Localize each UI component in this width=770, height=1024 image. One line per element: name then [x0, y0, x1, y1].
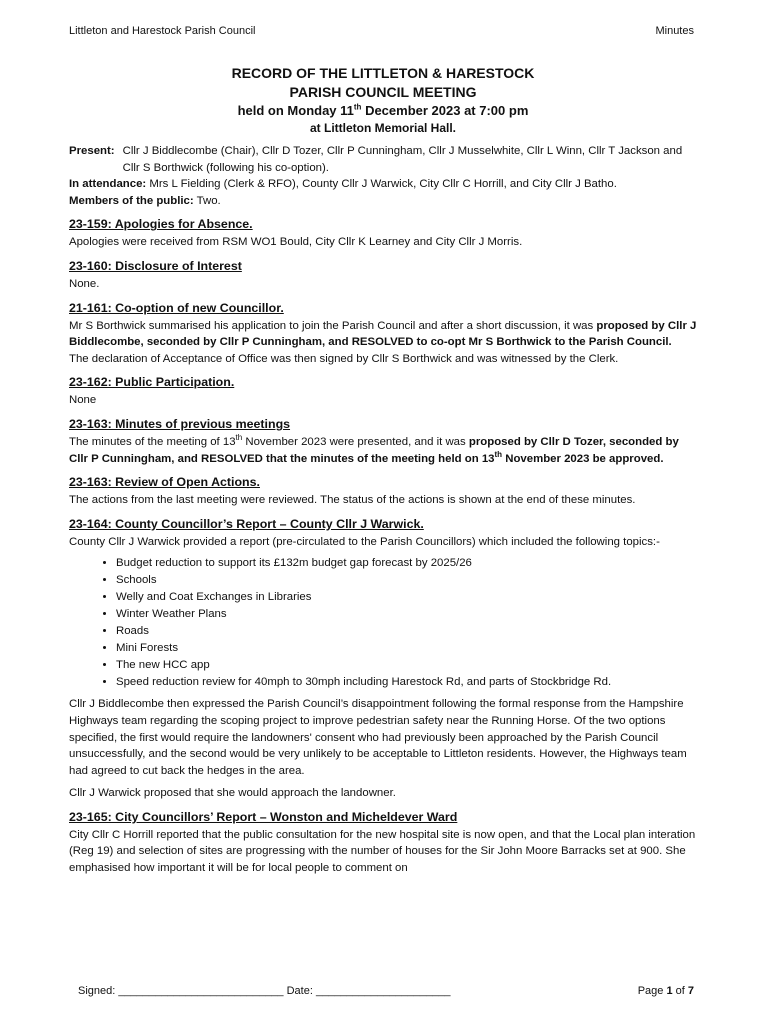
list-item: • Schools: [116, 572, 697, 589]
in-attendance-label: In attendance:: [69, 178, 147, 191]
page-number: [638, 985, 694, 997]
list-item: • Mini Forests: [116, 640, 697, 657]
meeting-date-suffix: th: [353, 102, 362, 112]
meeting-venue: at Littleton Memorial Hall.: [309, 121, 456, 135]
list-item: • Speed reduction review for 40mph to 30mph including Harestock Rd, and parts of Stockbridge Rd.: [116, 674, 697, 691]
page-current: 1: [666, 985, 673, 997]
list-item: • Winter Weather Plans: [116, 606, 697, 623]
county-report-intro: County Cllr J Warwick provided a report (pre-circulated to the Parish Councillors) which included the following topics:-: [69, 535, 660, 548]
minutes-sup-1: th: [235, 433, 243, 443]
title-line-1: RECORD OF THE LITTLETON & HARESTOCK: [231, 65, 535, 81]
meeting-date-rest: December 2023 at 7:00 pm: [361, 103, 529, 118]
previous-minutes-text: [69, 434, 697, 467]
present-list: [69, 143, 697, 176]
in-attendance: [69, 176, 697, 193]
heading-cooption: 21-161: Co-option of new Councillor.: [69, 300, 284, 315]
minutes-text-1: The minutes of the meeting of 13: [69, 435, 236, 448]
page-of: of: [672, 985, 688, 997]
meeting-date-prefix: held on Monday 11: [237, 103, 354, 118]
city-report-text: City Cllr C Horrill reported that the public consultation for the new hospital site is now open, and that the Local plan interation (Reg 19) and selection of sites are progressing with the number of houses for the Sir John Moore Barracks set at 900. She emphasised how important it will be for local people to comment on: [69, 828, 696, 875]
title-line-2: PARISH COUNCIL MEETING: [289, 84, 477, 100]
list-item: • Roads: [116, 623, 697, 640]
heading-city-report: 23-165: City Councillors’ Report – Wonston and Micheldever Ward: [69, 809, 458, 824]
signature-line: Signed: ___________________________ Date: ______________________: [78, 985, 451, 997]
disclosure-text: None.: [69, 277, 100, 290]
cooption-text-plain: Mr S Borthwick summarised his application to join the Parish Council and after a short discussion, it was: [69, 319, 597, 332]
minutes-sup-2: th: [494, 449, 503, 459]
minutes-resolution-1: proposed by Cllr D Tozer, seconded by Cllr P Cunningham, and RESOLVED that the minutes of the meeting held on 13: [69, 435, 679, 465]
county-report-para-2: Cllr J Warwick proposed that she would approach the landowner.: [69, 787, 396, 800]
page-total: 7: [687, 985, 694, 997]
minutes-resolution-2: November 2023 be approved.: [502, 452, 664, 465]
public-text: Two.: [193, 194, 221, 207]
county-report-para-1: Cllr J Biddlecombe then expressed the Parish Council’s disappointment following the formal response from the Hampshire Highways team regarding the scoping project to improve pedestrian safety near the Running Horse. Of the two options specified, the first would require the landowners' consent who had previously been approached by the Parish Council unsuccessfully, and the second would be very unlikely to be acceptable to Littleton residents. However, the Highways team had agreed to cut back the hedges in the area.: [69, 698, 687, 777]
list-item: • The new HCC app: [116, 657, 697, 674]
heading-county-report: 23-164: County Councillor’s Report – County Cllr J Warwick.: [69, 516, 424, 531]
heading-apologies: 23-159: Apologies for Absence.: [69, 217, 253, 232]
list-item: • Budget reduction to support its £132m budget gap forecast by 2025/26: [116, 555, 697, 572]
members-of-public: [69, 193, 697, 210]
header-council-name: Littleton and Harestock Parish Council: [69, 25, 256, 37]
present-label: Present:: [69, 145, 115, 157]
public-label: Members of the public:: [69, 194, 194, 207]
heading-public-participation: 23-162: Public Participation.: [69, 375, 235, 390]
meeting-date: [69, 102, 697, 120]
heading-open-actions: 23-163: Review of Open Actions.: [69, 475, 260, 490]
in-attendance-text: Mrs L Fielding (Clerk & RFO), County Cllr J Warwick, City Cllr C Horrill, and City Cllr J Batho.: [146, 178, 617, 191]
document-body: [69, 64, 697, 877]
cooption-declaration: The declaration of Acceptance of Office was then signed by Cllr S Borthwick and was witnessed by the Clerk.: [69, 352, 619, 365]
present-text: Cllr J Biddlecombe (Chair), Cllr D Tozer, Cllr P Cunningham, Cllr J Musselwhite, Cllr L Winn, Cllr T Jackson and Cllr S Borthwick (following his co-option).: [122, 145, 683, 174]
heading-disclosure: 23-160: Disclosure of Interest: [69, 258, 242, 273]
county-topics-list: [69, 555, 697, 691]
apologies-text: Apologies were received from RSM WO1 Bould, City Cllr K Learney and City Cllr J Morris.: [69, 236, 523, 249]
heading-previous-minutes: 23-163: Minutes of previous meetings: [69, 416, 291, 431]
header-doc-type: Minutes: [655, 25, 694, 37]
public-participation-text: None: [69, 394, 97, 407]
cooption-resolution: proposed by Cllr J Biddlecombe, seconded by Cllr P Cunningham, and RESOLVED to co-opt Mr S Borthwick to the Parish Council.: [69, 319, 697, 349]
page-label: Page: [637, 985, 667, 997]
minutes-text-2: November 2023 were presented, and it was: [242, 435, 469, 448]
cooption-text: [69, 318, 697, 351]
open-actions-text: The actions from the last meeting were reviewed. The status of the actions is shown at the end of these minutes.: [69, 494, 636, 507]
list-item: • Welly and Coat Exchanges in Libraries: [116, 589, 697, 606]
